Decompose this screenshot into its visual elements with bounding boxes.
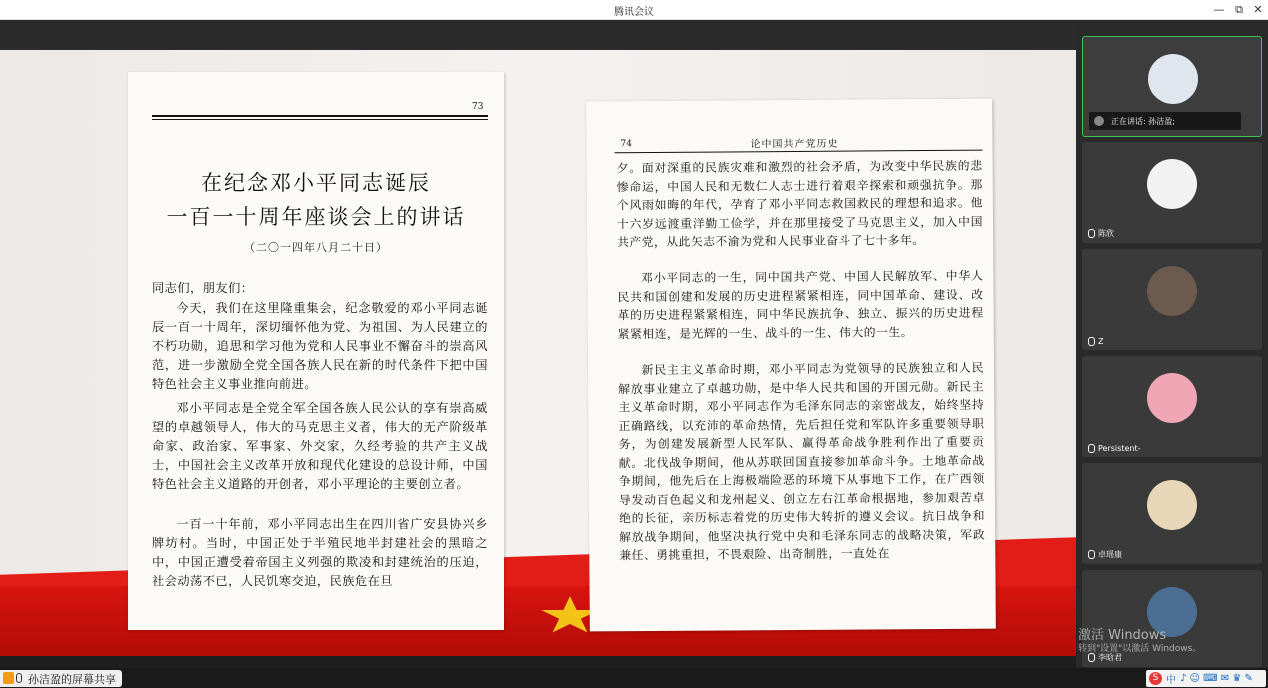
participant-name: 陈欣 [1098, 229, 1114, 238]
paragraph: 今天，我们在这里隆重集会，纪念敬爱的邓小平同志诞辰一百一十周年，深切缅怀他为党、为祖国、为人民建立的不朽功勋，追思和学习他为党和人民事业不懈奋斗的崇高风范，进一步激励全党全国各族人民在新的时代条件下把中国特色社会主义事业推向前进。 [152, 301, 488, 391]
avatar [1147, 159, 1197, 209]
screen-share-label[interactable] [0, 670, 122, 687]
user-icon [3, 672, 14, 684]
paragraph: 邓小平同志是全党全军全国各族人民公认的享有崇高威望的卓越领导人，伟大的马克思主义者，伟大的无产阶级革命家、政治家、军事家、外交家，久经考验的共产主义战士，中国社会主义改革开放和现代化建设的总设计师，中国特色社会主义道路的开创者，邓小平理论的主要创立者。 [152, 401, 488, 491]
ime-indicator[interactable]: 中 [1166, 675, 1176, 686]
avatar [1148, 54, 1198, 104]
participant-tile[interactable] [1082, 249, 1262, 350]
share-toolbar-area [0, 20, 1076, 50]
participant-name: 卓瑶康 [1098, 550, 1122, 559]
speech-date: （二〇一四年八月二十日） [244, 241, 388, 254]
divider [152, 119, 488, 120]
system-tray[interactable] [1146, 670, 1266, 687]
document-page-left [128, 72, 504, 630]
mic-icon [1088, 444, 1095, 453]
sogou-icon[interactable]: S [1149, 672, 1162, 685]
user-icon [1094, 116, 1104, 126]
activation-watermark-sub: 转到"设置"以激活 Windows。 [1078, 644, 1202, 654]
participant-tile[interactable] [1082, 142, 1262, 243]
mic-icon [1088, 550, 1095, 559]
mic-icon [1088, 229, 1095, 238]
document-page-right [586, 99, 996, 632]
title-bar [0, 0, 1268, 20]
avatar [1147, 266, 1197, 316]
page-number: 73 [472, 102, 484, 112]
screen-share-text: 孙洁盈的屏幕共享 [28, 673, 116, 686]
paragraph: 夕。面对深重的民族灾难和激烈的社会矛盾，为改变中华民族的悲惨命运，中国人民和无数仁人志士进行着艰辛探索和顽强抗争。那个风雨如晦的年代，孕育了邓小平同志救国救民的理想和追求。他十六岁远渡重洋勤工俭学，并在那里接受了马克思主义，加入中国共产党，从此矢志不渝为党和人民事业奋斗了七十多年。 [616, 158, 984, 250]
speech-title-line1: 在纪念邓小平同志诞辰 [201, 171, 431, 195]
paragraph: 一百一十年前，邓小平同志出生在四川省广安县协兴乡牌坊村。当时，中国正处于半殖民地半封建社会的黑暗之中，中国正遭受着帝国主义列强的欺凌和封建统治的压迫，社会动荡不已，人民饥寒交迫，民族危在旦 [152, 517, 488, 588]
mic-icon [1088, 653, 1095, 662]
speech-title-line2: 一百一十周年座谈会上的讲话 [166, 205, 466, 229]
bottom-bar [0, 668, 1268, 688]
restore-icon[interactable]: ⧉ [1235, 3, 1243, 16]
avatar [1147, 480, 1197, 530]
participant-name: Persistent- [1098, 444, 1141, 453]
participant-tile[interactable] [1082, 356, 1262, 457]
participant-tile[interactable] [1082, 463, 1262, 564]
page-number: 74 [620, 139, 632, 150]
tray-icons[interactable]: ♪ ☺ ⌨ ✉ ♛ ✎ [1180, 673, 1253, 684]
paragraph: 同志们，朋友们： [152, 281, 254, 295]
minimize-icon[interactable]: — [1213, 3, 1225, 16]
mic-icon [1088, 337, 1095, 346]
divider [615, 150, 983, 154]
avatar [1147, 373, 1197, 423]
activation-watermark: 激活 Windows [1078, 628, 1167, 643]
participant-name: Z [1098, 337, 1104, 346]
close-icon[interactable]: ✕ [1253, 3, 1263, 16]
participant-name: 李晗君 [1098, 653, 1122, 662]
window-title: 腾讯会议 [614, 7, 654, 18]
divider [152, 115, 488, 117]
speaking-indicator [1089, 112, 1241, 130]
paragraph: 邓小平同志的一生，同中国共产党、中国人民解放军、中华人民共和国创建和发展的历史进程紧紧相连，同中国革命、建设、改革的历史进程紧紧相连，同中华民族抗争、独立、振兴的历史进程紧紧相连，是光辉的一生、战斗的一生、伟大的一生。 [617, 268, 984, 341]
running-head: 论中国共产党历史 [750, 138, 839, 151]
paragraph: 新民主主义革命时期，邓小平同志为党领导的民族独立和人民解放事业建立了卓越功勋，是中华人民共和国的开国元勋。新民主主义革命时期，邓小平同志作为毛泽东同志的亲密战友，始终坚持正确路线，以充沛的革命热情，先后担任党和军队许多重要领导职务，为创建发展新型人民军队、赢得革命战争胜利作出了重要贡献。北伐战争期间，他从苏联回国直接参加革命斗争。土地革命战争期间，他先后在上海极端险恶的环境下从事地下工作，在广西领导发动百色起义和龙州起义、创立左右江革命根据地，参加艰苦卓绝的长征，亲历标志着党的历史伟大转折的遵义会议。抗日战争和解放战争期间，他坚决执行党中央和毛泽东同志的战略决策，军政兼任、勇挑重担，不畏艰险、出奇制胜，一直处在 [618, 360, 986, 563]
participant-name: 正在讲话: 孙洁盈; [1111, 117, 1175, 126]
participant-tile[interactable] [1082, 36, 1262, 137]
mic-icon [16, 673, 22, 683]
